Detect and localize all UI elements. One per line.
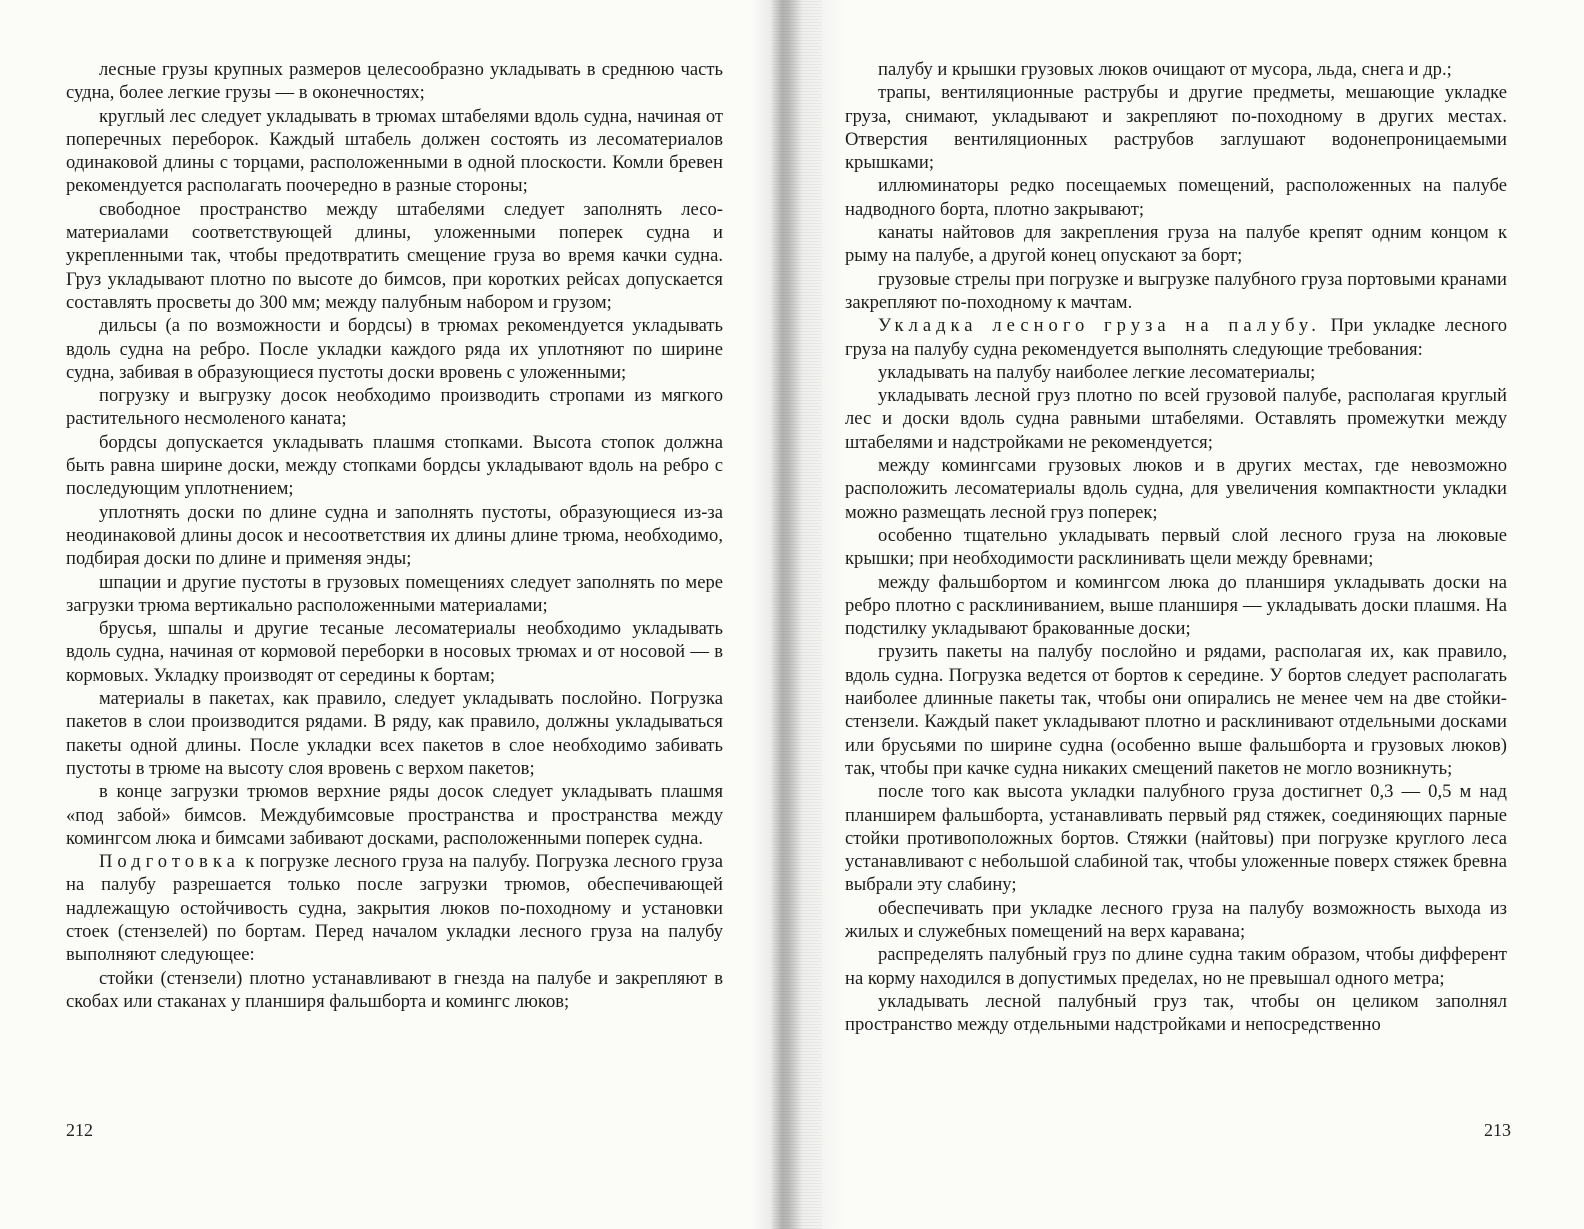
right-section-heading: Укладка лесного груза на палубу.	[878, 315, 1321, 337]
left-section-text: к погрузке лесного груза на палубу. Погрузка лесного груза на палубу разрешается только после загрузки трюмов, обеспечивающей надлежащую остойчивость судна, закрытия люков по-походному и установки стоек (стензелей) по бортам. Перед началом укладки лесного груза на палубу выполняют следующее:	[66, 851, 723, 966]
left-page-number: 212	[66, 1120, 93, 1140]
right-paragraph: распределять палубный груз по длине судна таким образом, чтобы дифферент на корму находился в допустимых пределах, но не превышал одного метра;	[845, 944, 1507, 989]
left-paragraph: круглый лес следует укладывать в трюмах штабелями вдоль судна, начиная от поперечных переборок. Каждый штабель должен состоять из лесоматериалов одинаковой длины с торцами, расположенными в одной плоскости. Комли бревен рекомендуется располагать поочередно в разные стороны;	[66, 105, 723, 197]
right-paragraph: укладывать лесной палубный груз так, чтобы он целиком заполнял пространство между отдельными надстройками и непосредственно	[845, 990, 1507, 1036]
right-paragraph: палубу и крышки грузовых люков очищают от мусора, льда, снега и др.;	[878, 59, 1452, 80]
right-paragraph: обеспечивать при укладке лесного груза на палубу возможность выхода из жилых и служебных помещений на верх каравана;	[845, 897, 1507, 942]
left-paragraph: уплотнять доски по длине судна и заполнять пустоты, образующиеся из-за неодинаковой длины досок и несоответствия их длины длине трюма, необходимо, подбирая доски по длине и применяя энды;	[66, 501, 723, 570]
left-section-paragraph	[66, 850, 723, 966]
right-paragraph: между комингсами грузовых люков и в других местах, где невозможно расположить лесоматериалы вдоль судна, для увеличения компактности укладки можно размещать лесной груз поперек;	[845, 455, 1507, 523]
left-paragraph: брусья, шпалы и другие тесаные лесоматериалы необходимо укладывать вдоль судна, начиная от кормовой переборки в носовых трюмах и от носовой — в кормовых. Укладку производят от середины к бортам;	[66, 618, 723, 686]
right-section-text: При укладке лесного груза на палубу судна рекомендуется выполнять следующие требования:	[845, 315, 1507, 360]
left-page-text	[66, 58, 723, 1013]
right-paragraph: укладывать на палубу наиболее легкие лесоматериалы;	[878, 361, 1316, 383]
left-section-heading: Подготовка	[99, 851, 240, 873]
left-paragraph: дильсы (а по возможности и бордсы) в трюмах рекомендуется укладывать вдоль судна на ребро. После укладки каждого ряда их уплотняют по ширине судна, забивая в образующиеся пустоты доски вровень с уложенными;	[66, 315, 723, 383]
left-paragraph: стойки (стензели) плотно устанавливают в гнезда на палубе и закрепляют в скобах или стаканах у планширя фальшборта и комингс люков;	[66, 967, 723, 1012]
left-paragraph: свободное пространство между штабелями следует заполнять лесоматериалами соответствующей длины, уложенными поперек судна и укрепленными так, чтобы предотвратить смещение груза во время качки судна. Груз укладывают плотно по высоте до бимсов, при коротких рейсах допускается составлять просветы до 300 мм; между палубным набором и грузом;	[66, 198, 723, 313]
right-paragraph: грузовые стрелы при погрузке и выгрузке палубного груза портовыми кранами закрепляют по-походному к мачтам.	[845, 268, 1507, 313]
left-paragraph: погрузку и выгрузку досок необходимо производить стропами из мягкого растительного несмоленого каната;	[66, 385, 723, 430]
left-paragraph: лесные грузы крупных размеров целесообразно укладывать в среднюю часть судна, более легкие грузы — в оконечностях;	[66, 59, 723, 104]
right-paragraph: канаты найтовов для закрепления груза на палубе крепят одним концом к рыму на палубе, а другой конец опускают за борт;	[845, 222, 1507, 267]
right-paragraph: укладывать лесной груз плотно по всей грузовой палубе, располагая круглый лес и доски вдоль судна равными штабелями. Оставлять промежутки между штабелями и надстройками не рекомендуется;	[845, 385, 1507, 453]
left-paragraph: бордсы допускается укладывать плашмя стопками. Высота стопок должна быть равна ширине доски, между стопками бордсы укладывают вдоль на ребро с последующим уплотнением;	[66, 431, 723, 500]
right-page-text	[845, 58, 1507, 1036]
right-page-number: 213	[1484, 1120, 1511, 1140]
book-gutter-texture	[772, 0, 822, 1229]
right-paragraph: грузить пакеты на палубу послойно и рядами, располагая их, как правило, вдоль судна. Погрузка ведется от бортов к середине. У бортов следует располагать наиболее длинные пакеты так, чтобы они опирались не менее чем на две стойки-стензели. Каждый пакет укладывают плотно и расклинивают отдельными досками или брусьями по ширине судна (особенно выше фальшборта и грузовых люков) так, чтобы при качке судна никаких смещений пакетов не могло возникнуть;	[845, 641, 1507, 779]
left-paragraph: в конце загрузки трюмов верхние ряды досок следует укладывать плашмя «под забой» бимсов. Междубимсовые пространства и пространства между комингсом люка и бимсами забивают досками, расположенными поперек судна.	[66, 781, 723, 849]
right-paragraph: иллюминаторы редко посещаемых помещений, расположенных на палубе надводного борта, плотно закрывают;	[845, 175, 1507, 220]
right-paragraph: между фальшбортом и комингсом люка до планширя укладывать доски на ребро плотно с расклиниванием, выше планширя — укладывать доски плашмя. На подстилку укладывают бракованные доски;	[845, 571, 1507, 640]
right-paragraph: особенно тщательно укладывать первый слой лесного груза на люковые крышки; при необходимости расклинивать щели между бревнами;	[845, 524, 1507, 570]
left-paragraph: шпации и другие пустоты в грузовых помещениях следует заполнять по мере загрузки трюма вертикально расположенными материалами;	[66, 571, 723, 616]
right-paragraph: после того как высота укладки палубного груза достигнет 0,3 — 0,5 м над планширем фальшборта, устанавливать первый ряд стяжек, соединяющих парные стойки противоположных бортов. Стяжки (найтовы) при погрузке круглого леса устанавливают с небольшой слабиной так, чтобы уложенные поверх стяжек бревна выбрали эту слабину;	[845, 781, 1507, 896]
right-paragraph: трапы, вентиляционные раструбы и другие предметы, мешающие укладке груза, снимают, укладывают и закрепляют по-походному в других местах. Отверстия вентиляционных раструбов заглушают водонепроницаемыми крышками;	[845, 82, 1507, 174]
right-section-paragraph	[845, 314, 1507, 361]
left-paragraph: материалы в пакетах, как правило, следует укладывать послойно. Погрузка пакетов в слои производится рядами. В ряду, как правило, должны укладываться пакеты одной длины. После укладки всех пакетов в слое необходимо забивать пустоты в трюме на высоту слоя вровень с верхом пакетов;	[66, 688, 723, 779]
